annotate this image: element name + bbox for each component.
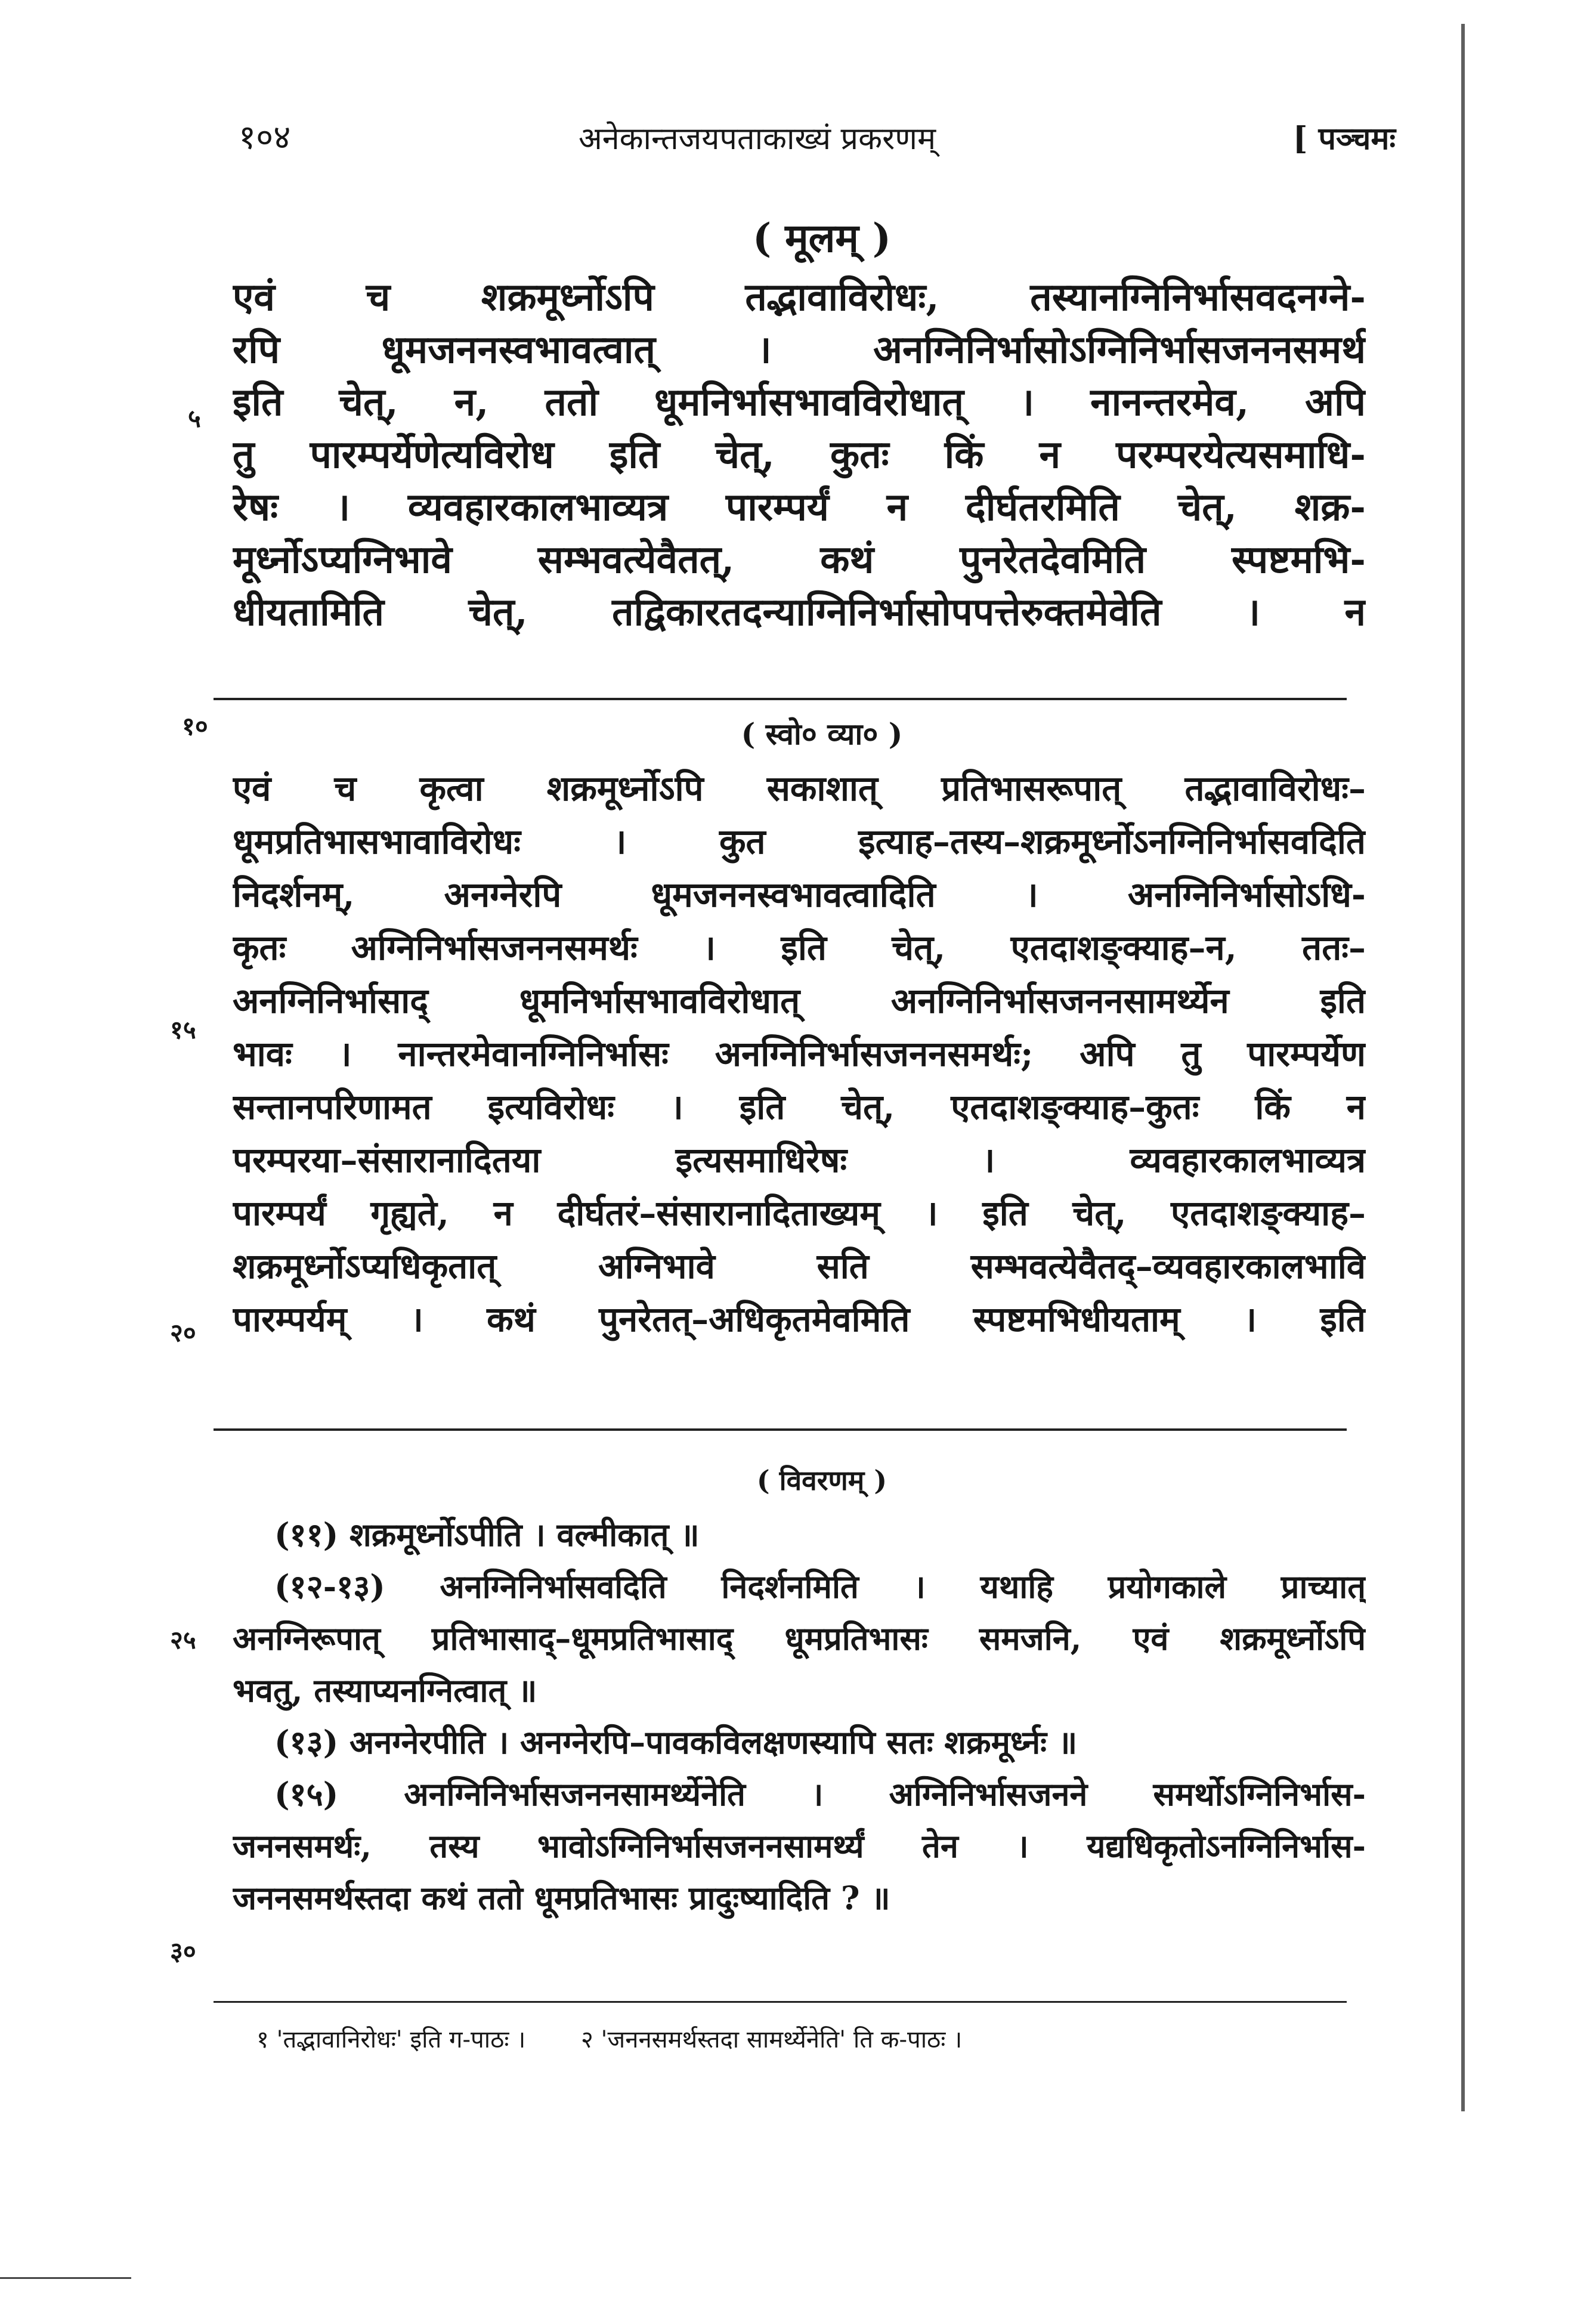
vivarana-line: (१३) अनग्नेरपीति । अनग्नेरपि–पावकविलक्षणस्यापि सतः शक्रमूर्ध्नः ॥ [274, 1723, 1078, 1761]
chapter-label: [ पञ्चमः [1292, 120, 1396, 157]
running-header [203, 113, 1396, 161]
footnote-divider [214, 2001, 1347, 2003]
vivarana-line: जननसमर्थः, तस्य भावोऽग्निनिर्भासजननसामर्थ्यं तेन । यद्यधिकृतोऽनग्निनिर्भास- [233, 1827, 1366, 1865]
vivarana-line: जननसमर्थस्तदा कथं ततो धूमप्रतिभासः प्रादुःष्यादिति ? ॥ [233, 1879, 890, 1917]
mulam-heading: ( मूलम् ) [752, 215, 892, 261]
commentary-line: अनग्निनिर्भासाद् धूमनिर्भासभावविरोधात् अनग्निनिर्भासजननसामर्थ्येन इति [233, 981, 1366, 1021]
line-number: ५ [188, 404, 201, 433]
mulam-line: मूर्ध्नोऽप्यग्निभावे सम्भवत्येवैतत्, कथं पुनरेतदेवमिति स्पष्टमभि- [233, 537, 1366, 582]
commentary-line: निदर्शनम्, अनग्नेरपि धूमजननस्वभावत्वादिति । अनग्निनिर्भासोऽधि- [233, 874, 1366, 915]
commentary-line: पारम्पर्यम् । कथं पुनरेतत्–अधिकृतमेवमिति स्पष्टमभिधीयताम् । इति [233, 1299, 1366, 1340]
book-title: अनेकान्तजयपताकाख्यं प्रकरणम् [579, 121, 936, 157]
commentary-line: भावः । नान्तरमेवानग्निनिर्भासः अनग्निनिर्भासजननसमर्थः; अपि तु पारम्पर्येण [233, 1034, 1366, 1074]
vivaranam-heading: ( विवरणम् ) [756, 1464, 887, 1496]
vivarana-line: भवतु, तस्याप्यनग्नित्वात् ॥ [233, 1671, 537, 1709]
mulam-line: इति चेत्, न, ततो धूमनिर्भासभावविरोधात् । नानन्तरमेव, अपि [233, 380, 1366, 425]
svopajna-text [233, 762, 1366, 1346]
line-number: १५ [170, 1015, 196, 1044]
page-number: १०४ [239, 118, 291, 157]
mulam-line: तु पारम्पर्येणेत्यविरोध इति चेत्, कुतः किं न परम्परयेत्यसमाधि- [233, 432, 1366, 477]
scan-edge-mark [0, 2277, 131, 2279]
commentary-line: सन्तानपरिणामत इत्यविरोधः । इति चेत्, एतदाशङ्क्याह–कुतः किं न [233, 1087, 1366, 1127]
section-divider [214, 1428, 1347, 1431]
line-number: २० [170, 1318, 196, 1347]
footnote-1: १ 'तद्भावानिरोधः' इति ग-पाठः । [256, 2026, 526, 2053]
svopajna-heading: ( स्वो० व्या० ) [741, 716, 903, 751]
mulam-line: एवं च शक्रमूर्ध्नोऽपि तद्भावाविरोधः, तस्यानग्निनिर्भासवदनग्ने- [233, 275, 1366, 320]
commentary-line: कृतः अग्निनिर्भासजननसमर्थः । इति चेत्, एतदाशङ्क्याह–न, ततः– [233, 927, 1366, 968]
line-number: ३० [170, 1937, 196, 1966]
vivarana-line: (१५) अनग्निनिर्भासजननसामर्थ्येनेति । अग्निनिर्भासजनने समर्थोऽग्निनिर्भास- [274, 1775, 1366, 1813]
commentary-line: धूमप्रतिभासभावाविरोधः । कुत इत्याह–तस्य–शक्रमूर्ध्नोऽनग्निनिर्भासवदिति [233, 821, 1366, 862]
mulam-line: रेषः । व्यवहारकालभाव्यत्र पारम्पर्यं न दीर्घतरमिति चेत्, शक्र- [233, 485, 1366, 530]
vivaranam-text [233, 1509, 1366, 1924]
vivarana-line: (१२-१३) अनग्निनिर्भासवदिति निदर्शनमिति । यथाहि प्रयोगकाले प्राच्यात् [274, 1567, 1366, 1606]
line-number: २५ [170, 1625, 196, 1654]
footnote-2: २ 'जननसमर्थस्तदा सामर्थ्येनेति' ति क-पाठः । [581, 2026, 963, 2053]
vivarana-line: (११) शक्रमूर्ध्नोऽपीति । वल्मीकात् ॥ [274, 1516, 700, 1554]
footnotes [256, 2022, 1330, 2055]
section-divider [214, 698, 1347, 700]
commentary-line: परम्परया–संसारानादितया इत्यसमाधिरेषः । व्यवहारकालभाव्यत्र [233, 1140, 1366, 1180]
commentary-line: एवं च कृत्वा शक्रमूर्ध्नोऽपि सकाशात् प्रतिभासरूपात् तद्भावाविरोधः– [233, 768, 1366, 809]
line-number: १० [182, 712, 208, 741]
mulam-text [233, 271, 1366, 639]
vivarana-line: अनग्निरूपात् प्रतिभासाद्–धूमप्रतिभासाद् धूमप्रतिभासः समजनि, एवं शक्रमूर्ध्नोऽपि [233, 1619, 1366, 1657]
mulam-line: रपि धूमजननस्वभावत्वात् । अनग्निनिर्भासोऽग्निनिर्भासजननसमर्थ [233, 327, 1366, 372]
mulam-line: धीयतामिति चेत्, तद्विकारतदन्याग्निनिर्भासोपपत्तेरुक्तमेवेति । न [233, 590, 1366, 635]
commentary-line: शक्रमूर्ध्नोऽप्यधिकृतात् अग्निभावे सति सम्भवत्येवैतद्–व्यवहारकालभावि [233, 1246, 1366, 1286]
commentary-line: पारम्पर्यं गृह्यते, न दीर्घतरं–संसारानादिताख्यम् । इति चेत्, एतदाशङ्क्याह– [233, 1193, 1366, 1233]
page-binding-edge [1461, 24, 1465, 2111]
